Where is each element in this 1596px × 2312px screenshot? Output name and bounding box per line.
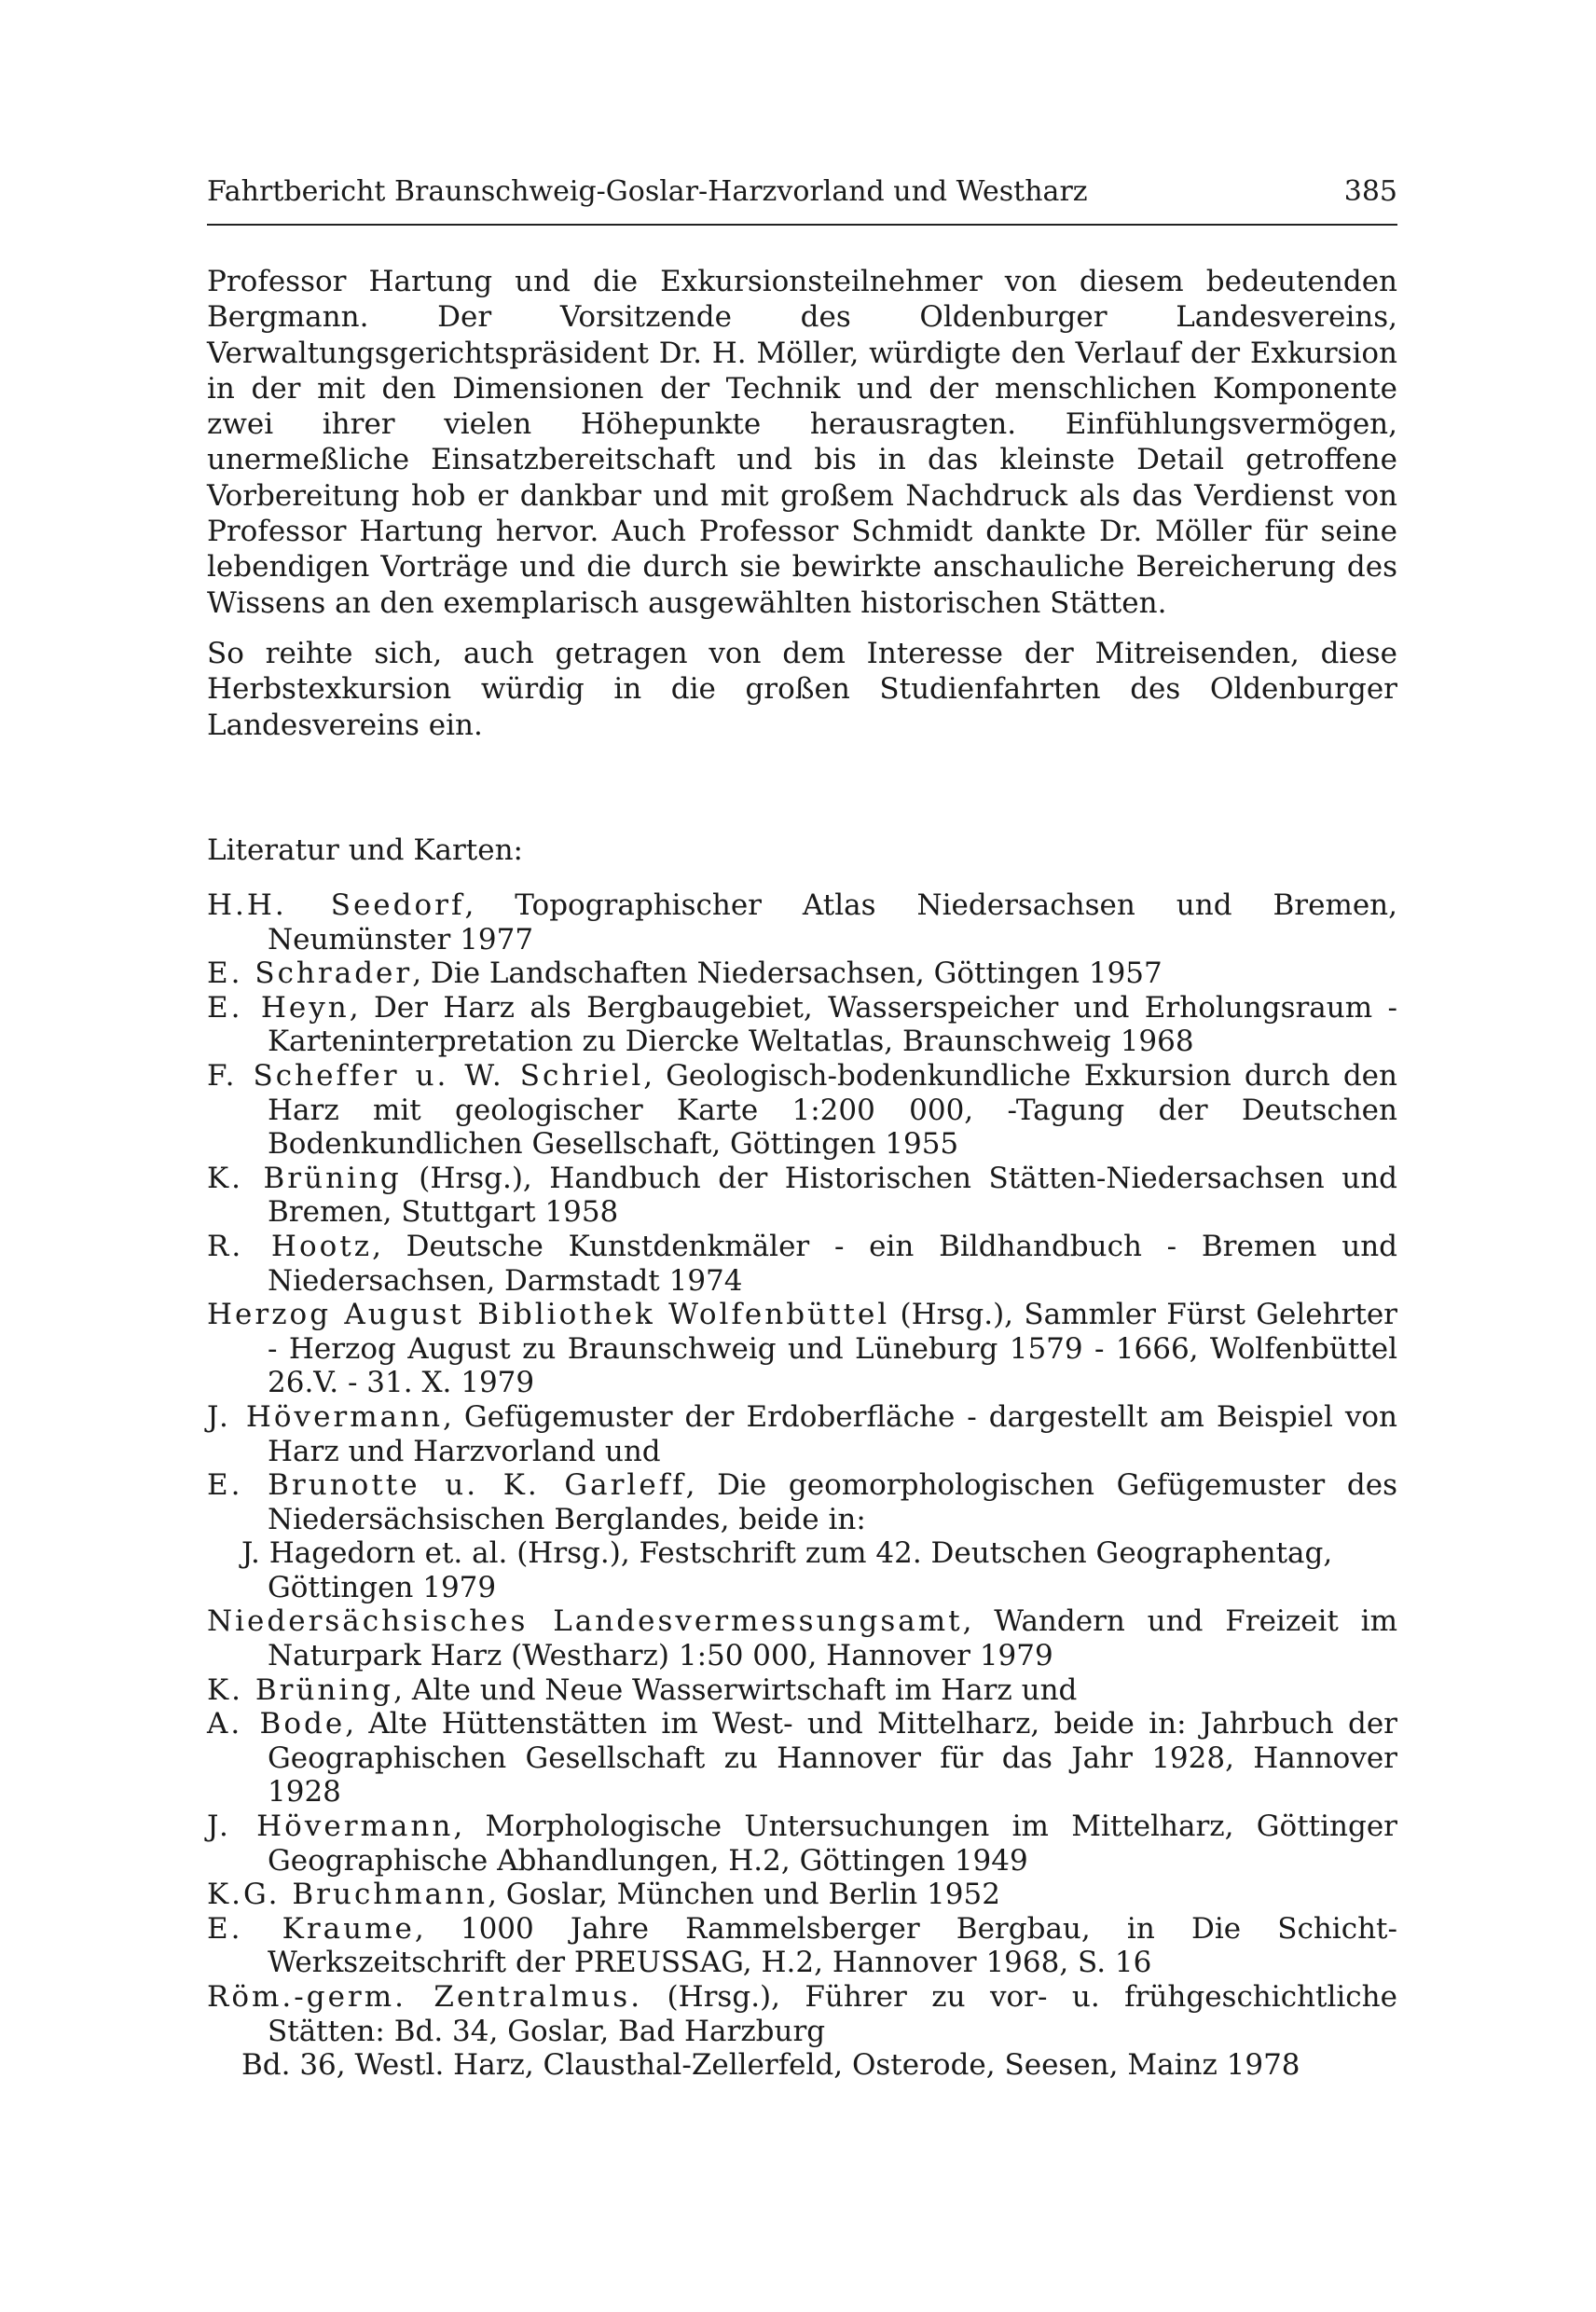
reference-author: K.G. Bruchmann bbox=[207, 1878, 488, 1912]
body-text bbox=[207, 264, 1397, 743]
body-paragraph: Professor Hartung und die Exkursionsteilnehmer von diesem bedeutenden Bergmann. Der Vorsitzende des Oldenburger Landesvereins, Verwaltungsgerichtspräsident Dr. H. Möller, würdigte den Verlauf der Exkursion in der mit den Dimensionen der Technik und der menschlichen Komponente zwei ihrer vielen Höhepunkte herausragten. Einfühlungsvermögen, unermeßliche Einsatzbereitschaft und bis in das kleinste Detail getroffene Vorbereitung hob er dankbar und mit großem Nachdruck als das Verdienst von Professor Hartung hervor. Auch Professor Schmidt dankte Dr. Möller für seine lebendigen Vorträge und die durch sie bewirkte anschauliche Bereicherung des Wissens an den exemplarisch ausgewählten historischen Stätten. bbox=[207, 265, 1397, 620]
reference-author: R. Hootz bbox=[207, 1229, 373, 1263]
reference-text: (Hrsg.), Sammler Fürst Gelehrter - Herzog August zu Braunschweig und Lüneburg 1579 - 1666, Wolfenbüttel 26.V. - 31. X. 1979 bbox=[268, 1298, 1397, 1400]
reference-author: Herzog August Bibliothek Wolfenbüttel bbox=[207, 1298, 890, 1332]
reference-author: Niedersächsisches Landesvermessungsamt bbox=[207, 1604, 963, 1639]
reference-entry bbox=[207, 1059, 1397, 1162]
reference-text: Bd. 36, Westl. Harz, Clausthal-Zellerfeld, Osterode, Seesen, Mainz 1978 bbox=[241, 2048, 1300, 2083]
reference-text: , Goslar, München und Berlin 1952 bbox=[488, 1878, 1000, 1912]
running-title: Fahrtbericht Braunschweig-Goslar-Harzvorland und Westharz bbox=[207, 175, 1088, 208]
reference-entry bbox=[207, 1878, 1397, 1912]
reference-entry bbox=[207, 1980, 1397, 2048]
reference-text: , Topographischer Atlas Niedersachsen und Bremen, Neumünster 1977 bbox=[268, 888, 1398, 956]
reference-entry bbox=[207, 1604, 1397, 1672]
reference-entry bbox=[207, 1536, 1397, 1604]
reference-entry bbox=[207, 1230, 1397, 1298]
reference-entry bbox=[207, 1298, 1397, 1400]
reference-text: , Die geomorphologischen Gefügemuster des Niedersächsischen Berglandes, beide in: bbox=[268, 1468, 1397, 1536]
reference-text: , Der Harz als Bergbaugebiet, Wasserspeicher und Erholungsraum - Karteninterpretation zu Diercke Weltatlas, Braunschweig 1968 bbox=[268, 990, 1397, 1059]
reference-author: K. Brüning bbox=[207, 1672, 394, 1707]
reference-entry bbox=[207, 1810, 1397, 1878]
body-paragraph: So reihte sich, auch getragen von dem Interesse der Mitreisenden, diese Herbstexkursion würdig in die großen Studienfahrten des Oldenburger Landesvereins ein. bbox=[207, 636, 1397, 742]
reference-author: E. Kraume bbox=[207, 1911, 415, 1946]
reference-text: , 1000 Jahre Rammelsberger Bergbau, in Die Schicht-Werkszeitschrift der PREUSSAG, H.2, Hannover 1968, S. 16 bbox=[268, 1911, 1397, 1980]
reference-text: (Hrsg.), Führer zu vor- u. frühgeschichtliche Stätten: Bd. 34, Goslar, Bad Harzburg bbox=[268, 1980, 1397, 2048]
page-number: 385 bbox=[1343, 175, 1397, 208]
reference-author: A. Bode bbox=[207, 1707, 346, 1741]
reference-entry bbox=[207, 956, 1397, 991]
reference-text: J. Hagedorn et. al. (Hrsg.), Festschrift zum 42. Deutschen Geographentag, Göttingen 1979 bbox=[241, 1536, 1333, 1604]
reference-text: , Geologisch-bodenkundliche Exkursion durch den Harz mit geologischer Karte 1:200 000, -Tagung der Deutschen Bodenkundlichen Gesellschaft, Göttingen 1955 bbox=[268, 1058, 1397, 1162]
running-header bbox=[207, 175, 1397, 208]
reference-author: E. Brunotte u. K. Garleff bbox=[207, 1468, 686, 1503]
reference-text: , Deutsche Kunstdenkmäler - ein Bildhandbuch - Bremen und Niedersachsen, Darmstadt 1974 bbox=[268, 1229, 1398, 1298]
reference-entry bbox=[207, 2048, 1397, 2083]
reference-list bbox=[207, 888, 1397, 2083]
reference-text: , Alte Hüttenstätten im West- und Mittelharz, beide in: Jahrbuch der Geographischen Gesellschaft zu Hannover für das Jahr 1928, Hannover 1928 bbox=[268, 1707, 1397, 1810]
reference-text: , Wandern und Freizeit im Naturpark Harz (Westharz) 1:50 000, Hannover 1979 bbox=[268, 1604, 1397, 1673]
reference-author: Röm.-germ. Zentralmus. bbox=[207, 1980, 643, 2014]
reference-text: , Gefügemuster der Erdoberfläche - dargestellt am Beispiel von Harz und Harzvorland und bbox=[268, 1399, 1397, 1468]
reference-author: J. Hövermann bbox=[207, 1399, 444, 1434]
reference-text: , Die Landschaften Niedersachsen, Göttingen 1957 bbox=[412, 956, 1163, 991]
reference-entry bbox=[207, 991, 1397, 1059]
literature-heading: Literatur und Karten: bbox=[207, 833, 524, 867]
reference-author: F. Scheffer u. W. Schriel bbox=[207, 1058, 644, 1093]
reference-author: K. Brüning bbox=[207, 1161, 402, 1195]
reference-author: J. Hövermann bbox=[207, 1810, 454, 1844]
reference-author: H.H. Seedorf bbox=[207, 888, 465, 922]
reference-entry bbox=[207, 1707, 1397, 1810]
reference-author: E. Heyn bbox=[207, 990, 350, 1025]
reference-text: , Alte und Neue Wasserwirtschaft im Harz und bbox=[393, 1672, 1078, 1707]
reference-entry bbox=[207, 1468, 1397, 1536]
reference-entry bbox=[207, 1673, 1397, 1708]
reference-text: , Morphologische Untersuchungen im Mittelharz, Göttinger Geographische Abhandlungen, H.2, Göttingen 1949 bbox=[268, 1810, 1397, 1878]
reference-entry bbox=[207, 888, 1397, 956]
reference-author: E. Schrader bbox=[207, 956, 413, 991]
reference-text: (Hrsg.), Handbuch der Historischen Stätten-Niedersachsen und Bremen, Stuttgart 1958 bbox=[268, 1161, 1398, 1230]
reference-entry bbox=[207, 1912, 1397, 1980]
header-rule bbox=[207, 224, 1397, 226]
reference-entry bbox=[207, 1400, 1397, 1468]
reference-entry bbox=[207, 1162, 1397, 1230]
